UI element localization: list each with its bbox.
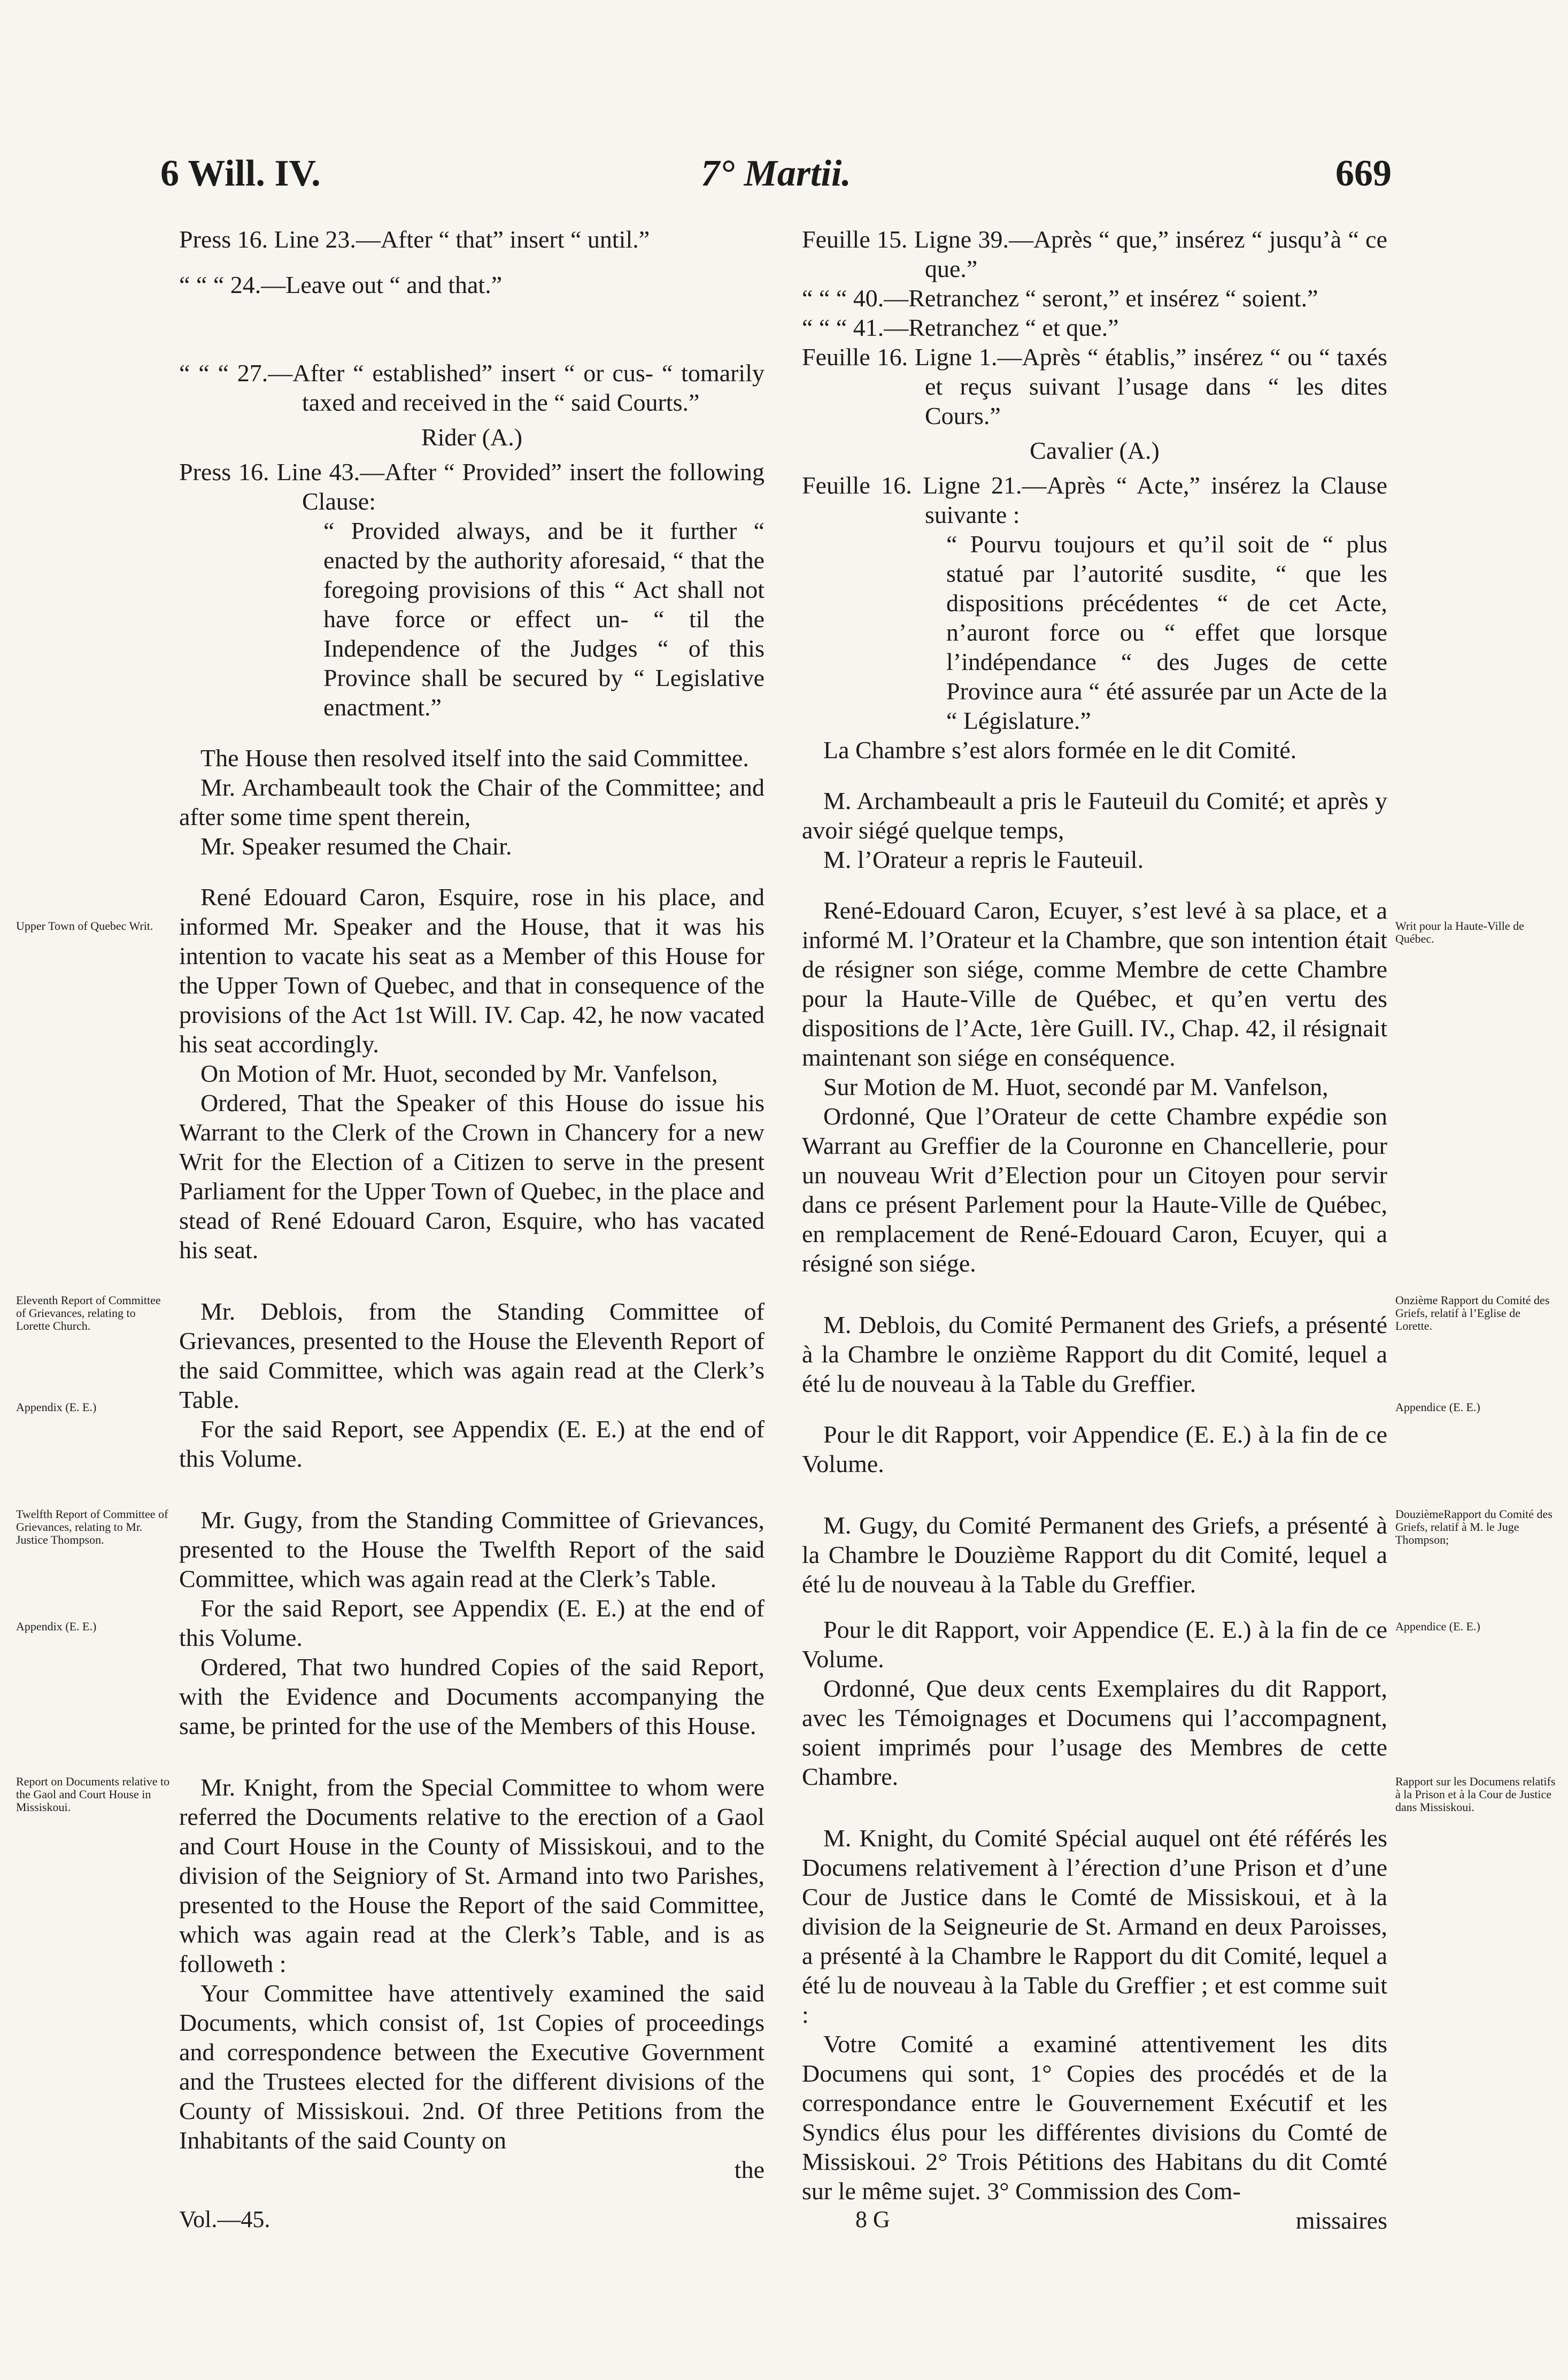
paragraph: M. l’Orateur a repris le Fauteuil. [823, 846, 1144, 873]
marginal-note: Appendix (E. E.) [16, 1620, 97, 1633]
marginal-note: DouzièmeRapport du Comité des Griefs, relatif à M. le Juge Thompson; [1395, 1507, 1552, 1546]
printer-signature: 8 G [855, 2206, 890, 2232]
paragraph: Ordered, That two hundred Copies of the said Report, with the Evidence and Documents accompanying the same, be printed for the use of the Members of this House. [179, 1653, 764, 1739]
amendment-line: “ “ “ 27.—After “ established” insert “ or cus- “ tomarily taxed and received in the “ said Courts.” [179, 359, 764, 416]
marginal-note: Twelfth Report of Committee of Grievances, relating to Mr. Justice Thompson. [16, 1507, 168, 1546]
rider-clause: “ Pourvu toujours et qu’il soit de “ plus statué par l’autorité susdite, “ que les dispositions précédentes “ de cet Acte, n’auront force ou “ effet que lorsque l’indépendance “ des Juges de cette Province aura “ été assurée par un Acte de la “ Législature.” [946, 530, 1387, 734]
paragraph: René Edouard Caron, Esquire, rose in his place, and informed Mr. Speaker and the House, that it was his intention to vacate his seat as a Member of this House for the Upper Town of Quebec, and that in consequence of the provisions of the Act 1st Will. IV. Cap. 42, he now vacated his seat accordingly. [179, 883, 764, 1058]
paragraph: Mr. Knight, from the Special Committee to whom were referred the Documents relative to the erection of a Gaol and Court House in the County of Missiskoui, and to the division of the Seigniory of St. Armand into two Parishes, presented to the House the Report of the said Committee, which was again read at the Clerk’s Table, and is as followeth : [179, 1774, 764, 1977]
amendment-line: Press 16. Line 43.—After “ Provided” insert the following Clause: [179, 458, 764, 515]
paragraph: For the said Report, see Appendix (E. E.) at the end of this Volume. [179, 1415, 764, 1472]
marginal-note: Writ pour la Haute-Ville de Québec. [1395, 919, 1524, 945]
paragraph: La Chambre s’est alors formée en le dit Comité. [823, 736, 1297, 764]
paragraph: René-Edouard Caron, Ecuyer, s’est levé à sa place, et a informé M. l’Orateur et la Chambre, que son intention était de résigner son siége, comme Membre de cette Chambre pour la Haute-Ville de Québec, et qu’en vertu des dispositions de l’Acte, 1ère Guill. IV., Chap. 42, il résignait maintenant son siége en conséquence. [802, 897, 1387, 1071]
paragraph: The House then resolved itself into the said Committee. [200, 744, 749, 772]
volume-signature: Vol.—45. [179, 2206, 271, 2232]
amendment-line: Feuille 15. Ligne 39.—Après “ que,” insérez “ jusqu’à “ ce que.” [802, 226, 1387, 282]
english-column [179, 225, 764, 2184]
paragraph: M. Knight, du Comité Spécial auquel ont été référés les Documens relativement à l’érection d’une Prison et d’une Cour de Justice dans le Comté de Missiskoui, et à la division de la Seigneurie de St. Armand en deux Paroisses, a présenté à la Chambre le Rapport du dit Comité, lequel a été lu de nouveau à la Table du Greffier ; et est comme suit : [802, 1824, 1387, 2028]
page-header [160, 152, 1392, 211]
paragraph: M. Archambeault a pris le Fauteuil du Comité; et après y avoir siégé quelque temps, [802, 787, 1387, 844]
rider-heading: Rider (A.) [421, 423, 523, 451]
paragraph: Mr. Gugy, from the Standing Committee of Grievances, presented to the House the Twelfth Report of the said Committee, which was again read at the Clerk’s Table. [179, 1506, 764, 1592]
paragraph: Pour le dit Rapport, voir Appendice (E. E.) à la fin de ce Volume. [802, 1616, 1387, 1673]
marginal-note: Report on Documents relative to the Gaol and Court House in Missiskoui. [16, 1775, 170, 1814]
catchword: the [734, 2156, 764, 2183]
regnal-year: 6 Will. IV. [160, 153, 321, 194]
marginal-note: Appendix (E. E.) [16, 1400, 97, 1414]
paragraph: On Motion of Mr. Huot, seconded by Mr. Vanfelson, [200, 1060, 718, 1087]
paragraph: Mr. Deblois, from the Standing Committee of Grievances, presented to the House the Eleventh Report of the said Committee, which was again read at the Clerk’s Table. [179, 1298, 764, 1413]
paragraph: M. Deblois, du Comité Permanent des Griefs, a présenté à la Chambre le onzième Rapport du dit Comité, lequel a été lu de nouveau à la Table du Greffier. [802, 1311, 1387, 1397]
rider-heading: Cavalier (A.) [1030, 437, 1160, 464]
paragraph: M. Gugy, du Comité Permanent des Griefs, a présenté à la Chambre le Douzième Rapport du dit Comité, lequel a été lu de nouveau à la Table du Greffier. [802, 1512, 1387, 1598]
paragraph: Ordonné, Que l’Orateur de cette Chambre expédie son Warrant au Greffier de la Couronne en Chancellerie, pour un nouveau Writ d’Election pour un Citoyen pour servir dans ce présent Parlement pour la Haute-Ville de Québec, en remplacement de René-Edouard Caron, Ecuyer, qui a résigné son siége. [802, 1103, 1387, 1277]
paragraph: Votre Comité a examiné attentivement les dits Documens qui sont, 1° Copies des procédés et de la correspondance entre le Gouvernement Exécutif et les Syndics élus pour les différentes divisions du Comté de Missiskoui. 2° Trois Pétitions des Habitans du dit Comté sur le même sujet. 3° Commission des Com- [802, 2030, 1387, 2205]
paragraph: Your Committee have attentively examined the said Documents, which consist of, 1st Copies of proceedings and correspondence between the Executive Government and the Trustees elected for the different divisions of the County of Missiskoui. 2nd. Of three Petitions from the Inhabitants of the said County on [179, 1980, 764, 2154]
marginal-note: Rapport sur les Documens relatifs à la Prison et à la Cour de Justice dans Missiskoui. [1395, 1775, 1556, 1814]
french-column [802, 225, 1387, 2235]
amendment-line: “ “ “ 40.—Retranchez “ seront,” et insérez “ soient.” [802, 284, 1318, 312]
paragraph: Mr. Speaker resumed the Chair. [200, 833, 512, 860]
marginal-note: Upper Town of Quebec Writ. [16, 919, 153, 933]
marginal-note: Appendice (E. E.) [1395, 1400, 1480, 1414]
paragraph: Sur Motion de M. Huot, secondé par M. Vanfelson, [823, 1073, 1328, 1100]
amendment-line: “ “ “ 24.—Leave out “ and that.” [179, 271, 503, 298]
amendment-line: Feuille 16. Ligne 21.—Après “ Acte,” insérez la Clause suivante : [802, 472, 1387, 528]
paragraph: Pour le dit Rapport, voir Appendice (E. E.) à la fin de ce Volume. [802, 1421, 1387, 1477]
paragraph: Ordered, That the Speaker of this House do issue his Warrant to the Clerk of the Crown in Chancery for a new Writ for the Election of a Citizen to serve in the present Parliament for the Upper Town of Quebec, in the place and stead of René Edouard Caron, Esquire, who has vacated his seat. [179, 1089, 764, 1264]
paragraph: Mr. Archambeault took the Chair of the Committee; and after some time spent therein, [179, 774, 764, 830]
amendment-line: “ “ “ 41.—Retranchez “ et que.” [802, 314, 1119, 341]
catchword: missaires [1295, 2207, 1387, 2234]
marginal-note: Onzième Rapport du Comité des Griefs, relatif à l’Eglise de Lorette. [1395, 1293, 1550, 1333]
marginal-note: Appendice (E. E.) [1395, 1620, 1480, 1633]
paragraph: For the said Report, see Appendix (E. E.) at the end of this Volume. [179, 1595, 764, 1651]
rider-clause: “ Provided always, and be it further “ enacted by the authority aforesaid, “ that the foregoing provisions of this “ Act shall not have force or effect un- “ til the Independence of the Judges “ of this Province shall be secured by “ Legislative enactment.” [323, 517, 764, 721]
page-number: 669 [1335, 153, 1392, 194]
paragraph: Ordonné, Que deux cents Exemplaires du dit Rapport, avec les Témoignages et Documens qui l’accompagnent, soient imprimés pour l’usage des Membres de cette Chambre. [802, 1675, 1387, 1790]
marginal-note: Eleventh Report of Committee of Grievances, relating to Lorette Church. [16, 1293, 161, 1333]
amendment-line: Press 16. Line 23.—After “ that” insert “ until.” [179, 226, 650, 253]
amendment-line: Feuille 16. Ligne 1.—Après “ établis,” insérez “ ou “ taxés et reçus suivant l’usage dans “ les dites Cours.” [802, 343, 1387, 429]
session-date: 7° Martii. [701, 153, 851, 194]
